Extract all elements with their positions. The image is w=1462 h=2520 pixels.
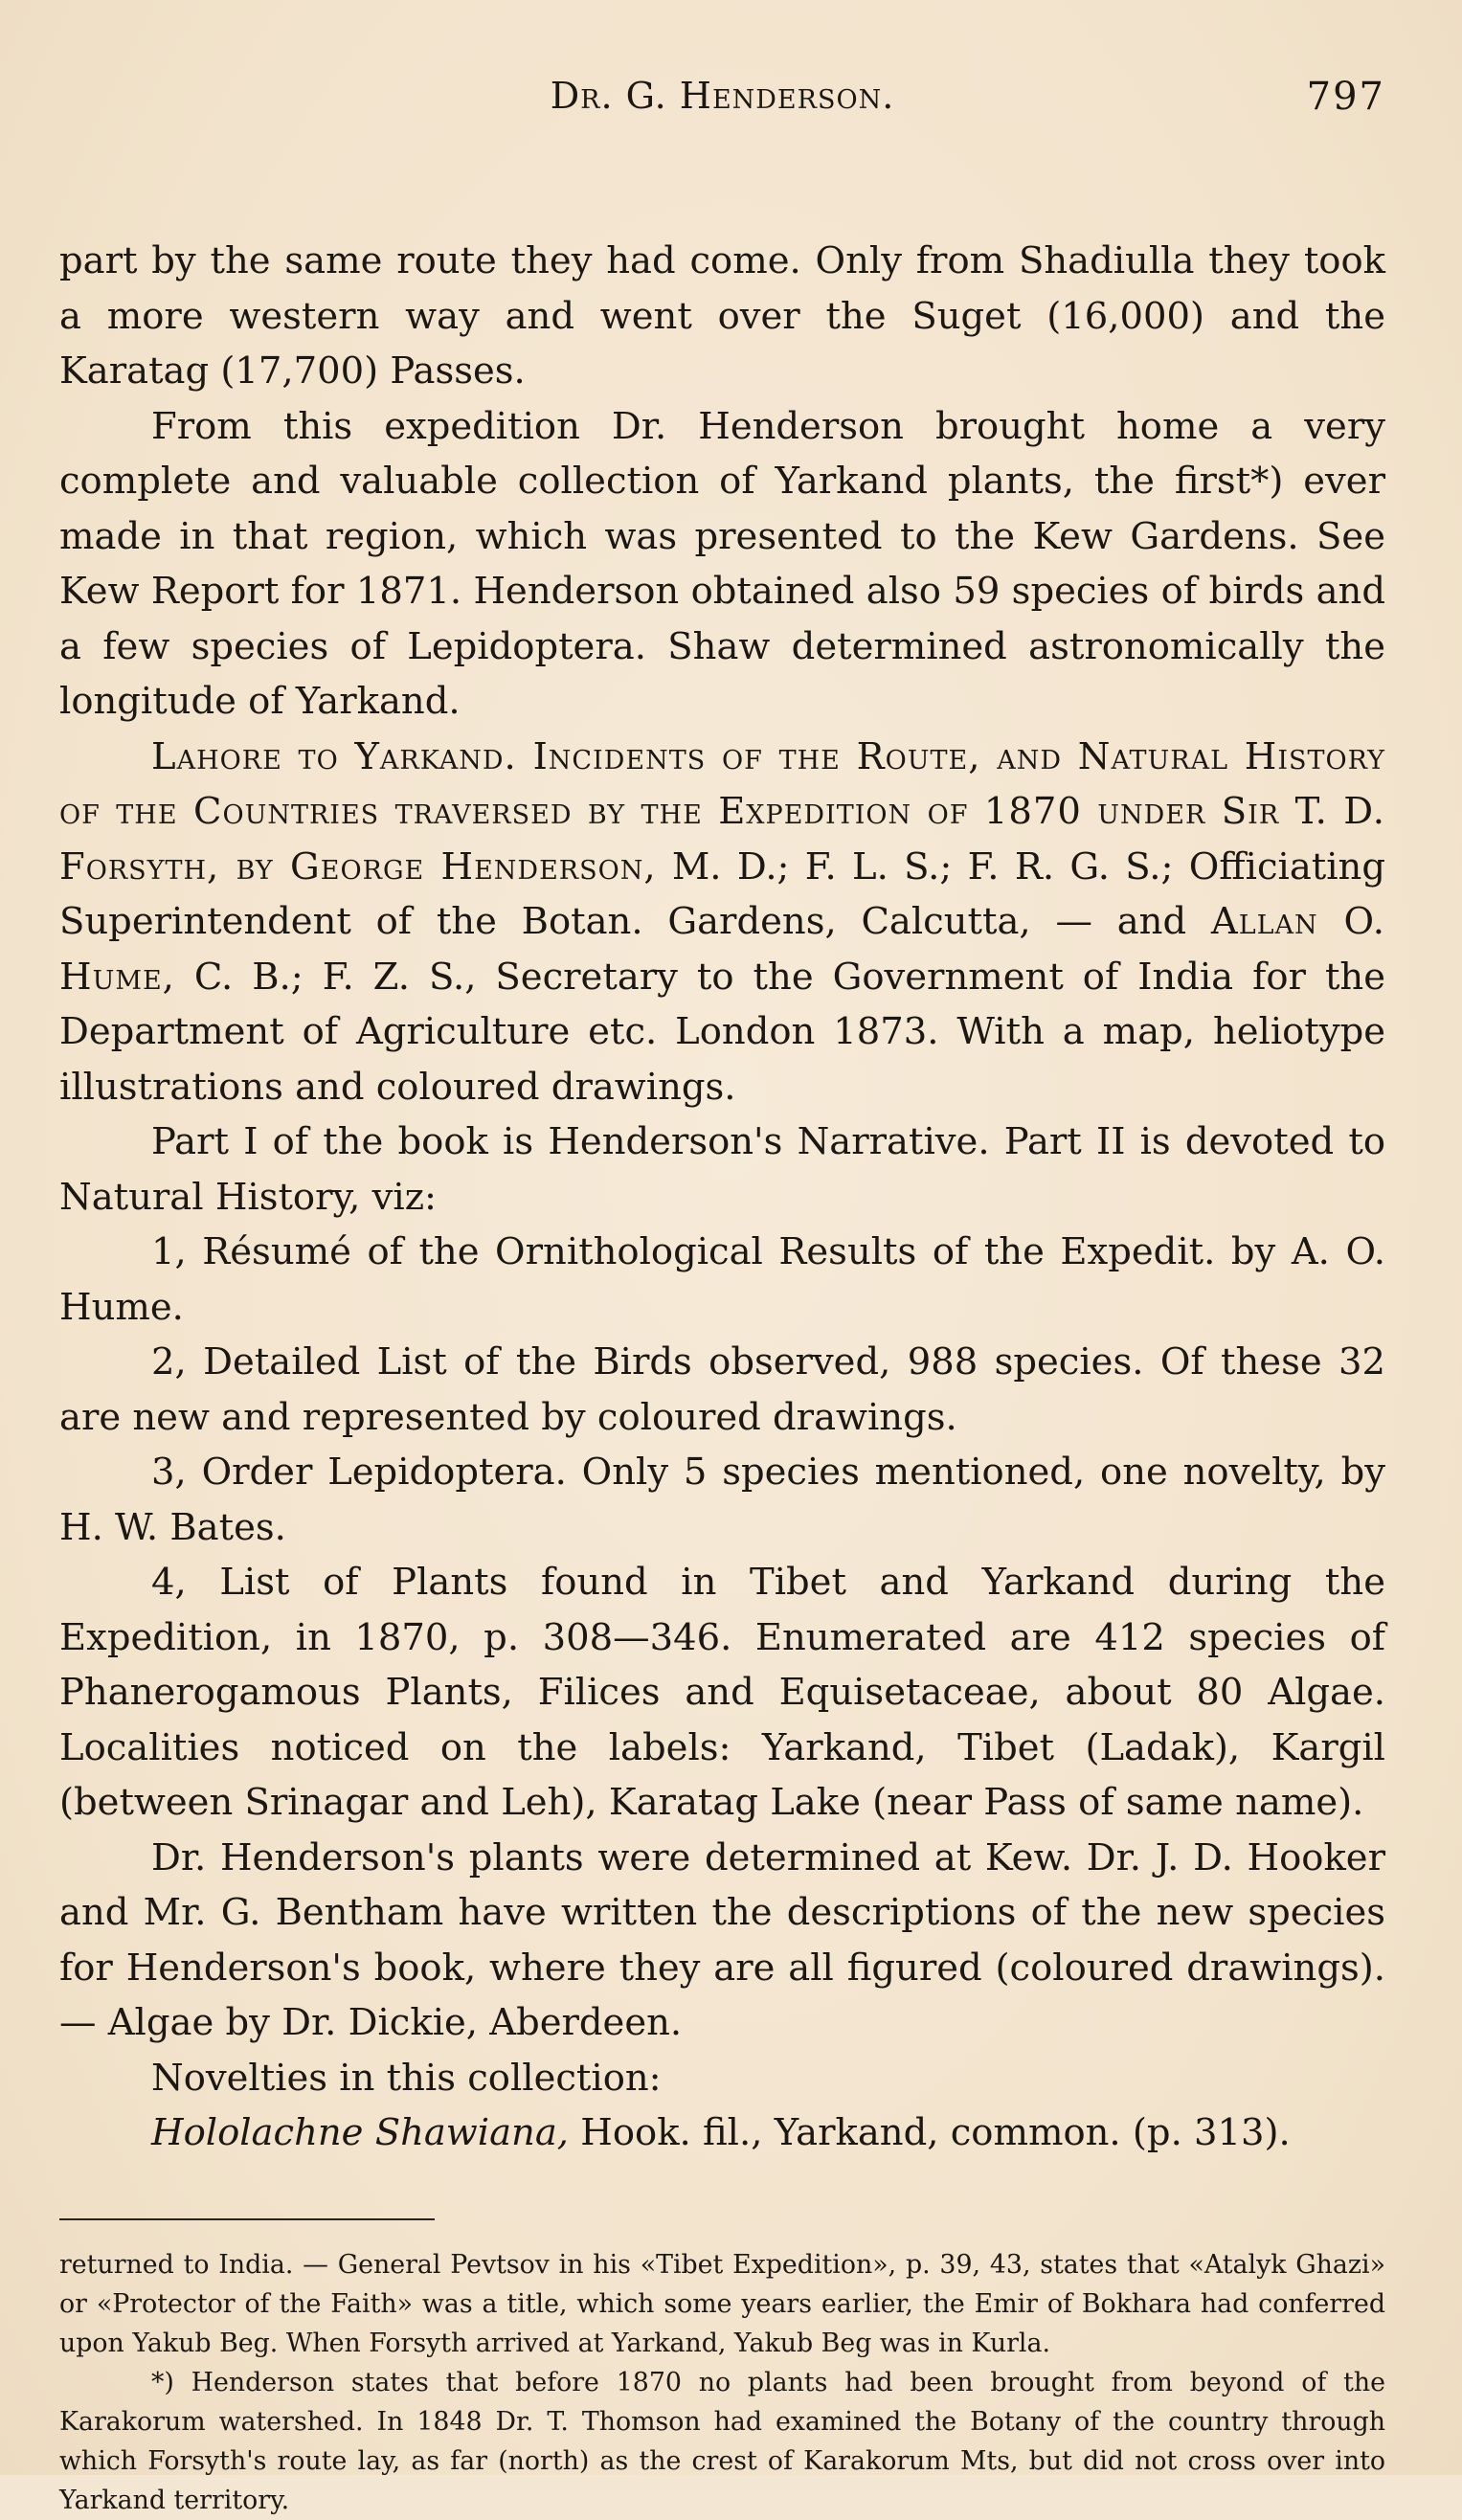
main-text [59, 234, 1385, 2161]
footnotes [59, 2245, 1385, 2520]
citation-details: C. B.; F. Z. S., Secretary to the Government of India for the Department of Agriculture etc. London 1873. With a map, heliotype illustrations and coloured drawings. [59, 955, 1385, 1109]
citation-credentials: M. D.; F. L. S.; F. R. G. S.; Officiating Superintendent of the Botan. Gardens, Calcutta, — and [59, 844, 1385, 943]
page-number: 797 [1306, 75, 1385, 119]
paragraph-book-citation [59, 730, 1385, 1115]
species-details: Hook. fil., Yarkand, common. (p. 313). [569, 2111, 1291, 2154]
paragraph-determination: Dr. Henderson's plants were determined at Kew. Dr. J. D. Hooker and Mr. G. Bentham have written the descriptions of the new species for Henderson's book, where they are all figured (coloured drawings). — Algae by Dr. Dickie, Aberdeen. [59, 1835, 1385, 2044]
running-title: Dr. G. Henderson. [550, 75, 895, 117]
paragraph-novelties-heading: Novelties in this collection: [151, 2056, 662, 2100]
paragraph-continuation: part by the same route they had come. Only from Shadiulla they took a more western way and went over the Suget (16,000) and the Karatag (17,700) Passes. [59, 239, 1385, 393]
footnote-continued: returned to India. — General Pevtsov in his «Tibet Expedition», p. 39, 43, states that «Atalyk Ghazi» or «Protector of the Faith» was a title, which some years earlier, the Emir of Bokhara had conferred upon Yakub Beg. When Forsyth arrived at Yarkand, Yakub Beg was in Kurla. [59, 2249, 1385, 2358]
citation-coauthor: Allan O. Hume, [59, 900, 1385, 999]
list-item-1: 1, Résumé of the Ornithological Results of the Expedit. by A. O. Hume. [59, 1230, 1385, 1329]
running-head [59, 75, 1385, 128]
footnote-divider [59, 2218, 435, 2220]
footnote-asterisk: *) Henderson states that before 1870 no plants had been brought from beyond of the Karakorum watershed. In 1848 Dr. T. Thomson had examined the Botany of the country through which Forsyth's route lay, as far (north) as the crest of Karakorum Mts, but did not cross over into Yarkand territory. [59, 2367, 1385, 2515]
citation-title: Lahore to Yarkand. Incidents of the Route, and Natural History of the Countries traversed by the Expedition of 1870 under Sir T. D. Forsyth, by George Henderson, [59, 734, 1385, 889]
paragraph-book-parts: Part I of the book is Henderson's Narrative. Part II is devoted to Natural History, viz: [59, 1120, 1385, 1219]
list-item-3: 3, Order Lepidoptera. Only 5 species mentioned, one novelty, by H. W. Bates. [59, 1451, 1385, 1549]
list-item-2: 2, Detailed List of the Birds observed, 988 species. Of these 32 are new and represented by coloured drawings. [59, 1340, 1385, 1439]
list-item-4: 4, List of Plants found in Tibet and Yarkand during the Expedition, in 1870, p. 308—346. Enumerated are 412 species of Phanerogamous Plants, Filices and Equisetaceae, about 80 Algae. Localities noticed on the labels: Yarkand, Tibet (Ladak), Kargil (between Srinagar and Leh), Karatag Lake (near Pass of same name). [59, 1561, 1385, 1824]
species-name: Hololachne Shawiana, [151, 2111, 570, 2154]
paragraph-expedition: From this expedition Dr. Henderson brought home a very complete and valuable collection of Yarkand plants, the first*) ever made in that region, which was presented to the Kew Gardens. See Kew Report for 1871. Henderson obtained also 59 species of birds and a few species of Lepidoptera. Shaw determined astronomically the longitude of Yarkand. [59, 404, 1385, 723]
novelty-entry [59, 2105, 1385, 2161]
